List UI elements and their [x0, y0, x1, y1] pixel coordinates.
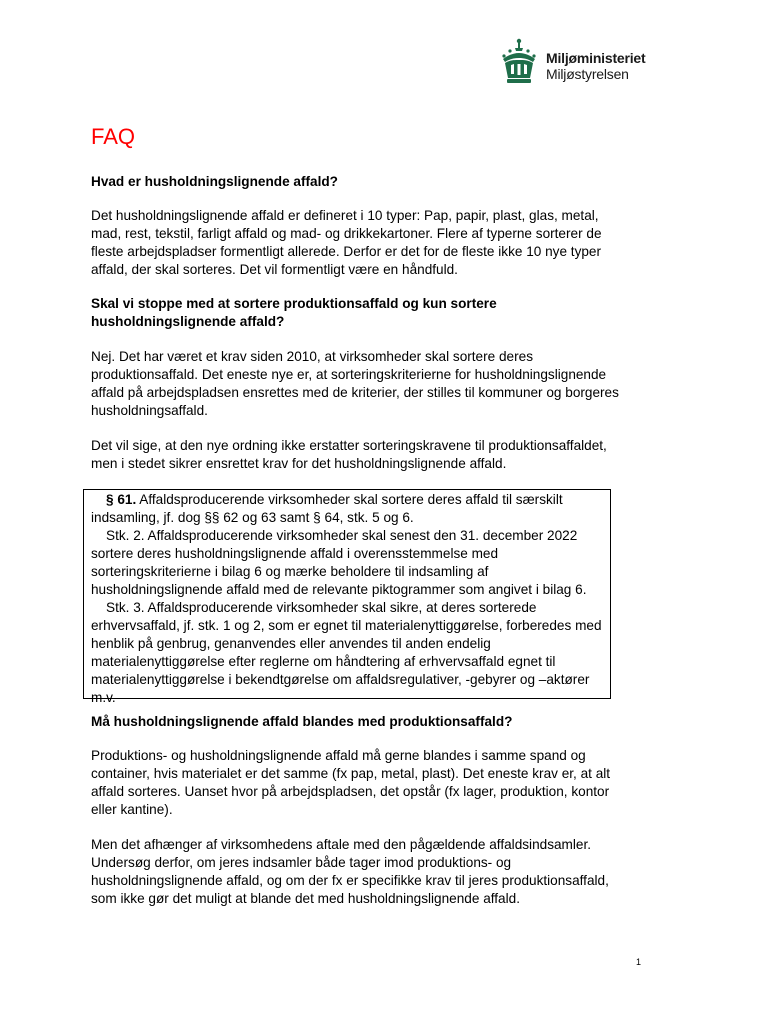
page-title: FAQ	[91, 124, 136, 149]
question-3: Må husholdningslignende affald blandes med produktionsaffald?	[91, 714, 513, 729]
law-paragraph-1	[91, 491, 602, 527]
law-excerpt-box	[83, 489, 611, 705]
question-1: Hvad er husholdningslignende affald?	[91, 174, 338, 189]
law-paragraph-1-text: Affaldsproducerende virksomheder skal sortere deres affald til særskilt indsamling, jf. dog §§ 62 og 63 samt § 64, stk. 5 og 6.	[91, 492, 563, 525]
logo-agency-name: Miljøstyrelsen	[546, 66, 629, 82]
logo-ministry-name: Miljøministeriet	[546, 50, 646, 66]
answer-2-paragraph-2: Det vil sige, at den nye ordning ikke erstatter sorteringskravene til produktionsaffaldet, men i stedet sikrer ensrettet krav for det husholdningslignende affald.	[91, 438, 607, 471]
answer-1-paragraph: Det husholdningslignende affald er defineret i 10 typer: Pap, papir, plast, glas, metal, mad, rest, tekstil, farligt affald og mad- og drikkekartoner. Flere af typerne sorterer de fleste arbejdspladser formentligt allerede. Derfor er det for de fleste ikke 10 nye typer affald, der skal sorteres. Det vil formentligt være en håndfuld.	[91, 208, 602, 277]
logo-text	[546, 38, 645, 83]
question-2: Skal vi stoppe med at sortere produktionsaffald og kun sortere husholdningslignende affald?	[91, 296, 497, 329]
page-number: 1	[636, 957, 642, 967]
law-paragraph-3: Stk. 3. Affaldsproducerende virksomheder skal sikre, at deres sorterede erhvervsaffald, jf. stk. 1 og 2, som er egnet til materialenyttiggørelse, forberedes med henblik på genbrug, genanvendes eller anvendes til anden endelig materialenyttiggørelse efter reglerne om håndtering af erhvervsaffald egnet til materialenyttiggørelse i bekendtgørelse om affaldsregulativer, -gebyrer og –aktører m.v.	[91, 600, 602, 705]
ministry-logo	[500, 38, 645, 86]
answer-3-paragraph-1: Produktions- og husholdningslignende affald må gerne blandes i samme spand og container, hvis materialet er det samme (fx pap, metal, plast). Det eneste krav er, at alt affald sorteres. Uanset hvor på arbejdspladsen, det opstår (fx lager, produktion, kontor eller kantine).	[91, 748, 611, 817]
answer-2-paragraph-1: Nej. Det har været et krav siden 2010, at virksomheder skal sortere deres produktionsaffald. Det eneste nye er, at sorteringskriterierne for husholdningslignende affald på arbejdspladsen ensrettes med de kriterier, der stilles til kommuner og borgeres husholdningsaffald.	[91, 349, 619, 418]
crown-icon	[500, 38, 538, 86]
answer-3-paragraph-2: Men det afhænger af virksomhedens aftale med den pågældende affaldsindsamler. Undersøg derfor, om jeres indsamler både tager imod produktions- og husholdningslignende affald, og om der fx er specifikke krav til jeres produktionsaffald, som ikke gør det muligt at blande det med husholdningslignende affald.	[91, 837, 609, 906]
law-paragraph-2: Stk. 2. Affaldsproducerende virksomheder skal senest den 31. december 2022 sortere deres husholdningslignende affald i overensstemmelse med sorteringskriterierne i bilag 6 og mærke beholdere til indsamling af husholdningslignende affald med de relevante piktogrammer som angivet i bilag 6.	[91, 528, 587, 597]
law-section-number: § 61.	[106, 492, 137, 507]
